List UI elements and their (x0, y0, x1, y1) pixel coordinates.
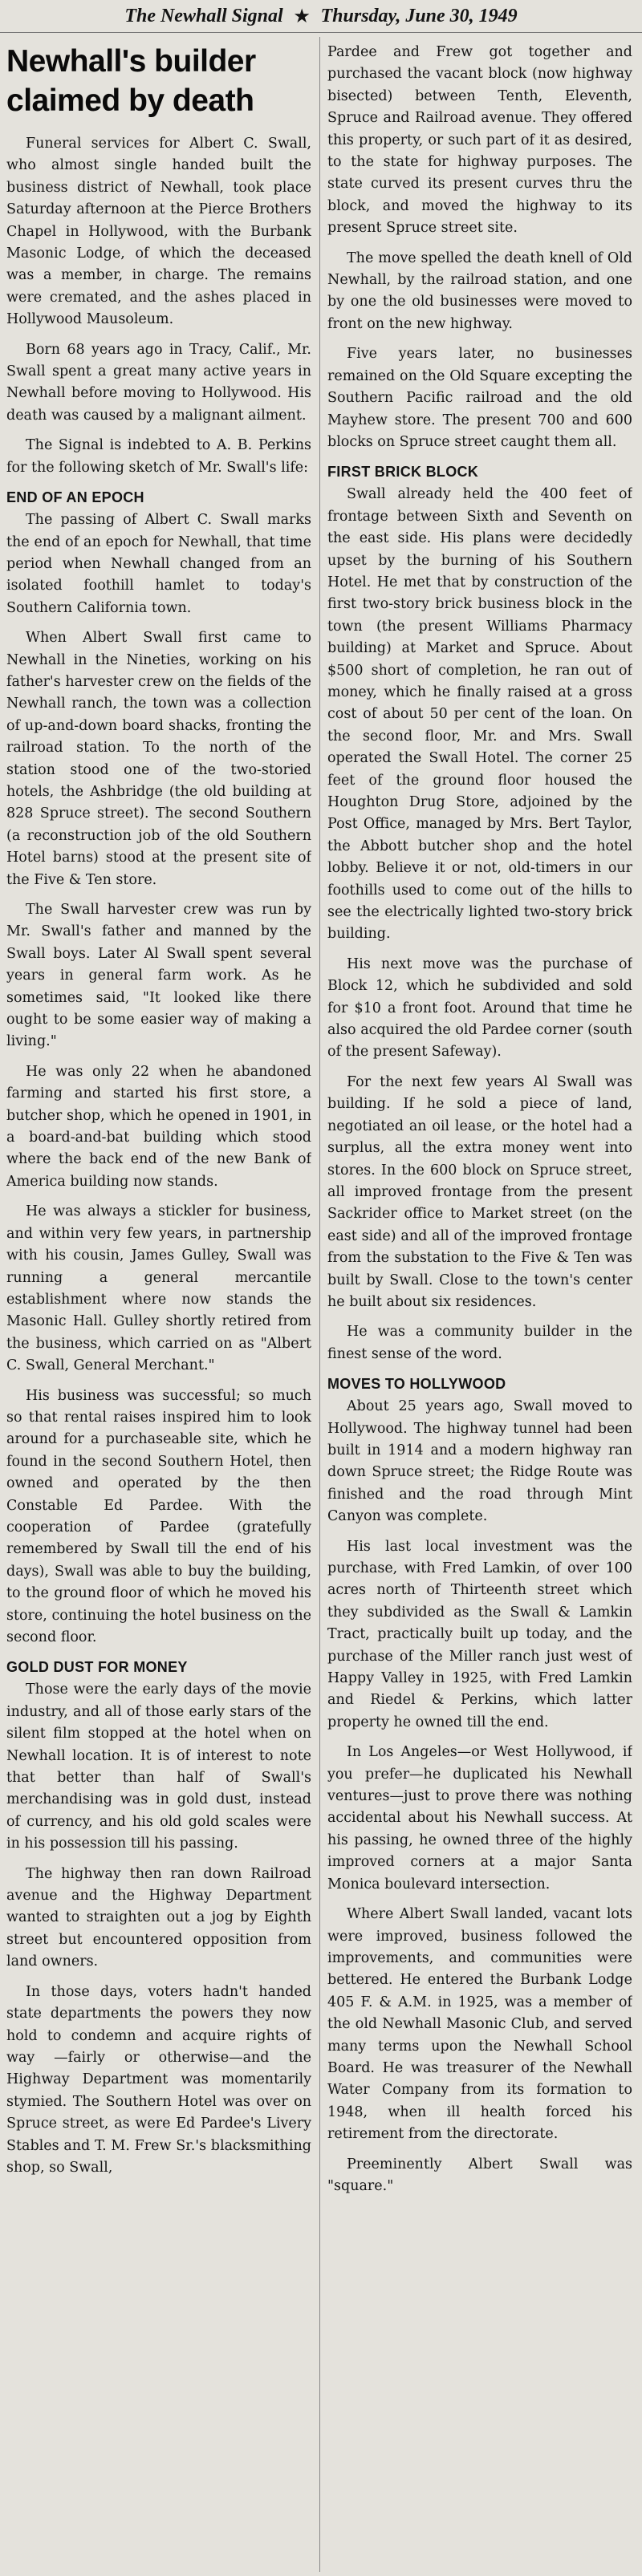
section-subhead: FIRST BRICK BLOCK (327, 464, 479, 481)
article-paragraph: Funeral services for Albert C. Swall, who almost single handed built the business district of Newhall, took place Saturday afternoon at the Pierce Brothers Chapel in Hollywood, with the Burbank Masonic Lodge, of which the deceased was a member, in charge. The remains were cremated, and the ashes placed in Hollywood Mausoleum. (6, 136, 311, 328)
column-rule (319, 37, 320, 2572)
article-paragraph: Those were the early days of the movie industry, and all of those early stars of the silent film stopped at the hotel when on Newhall location. It is of interest to note that better than half of Swall's merchandising was in gold dust, instead of currency, and his old gold scales were in his possession till his passing. (6, 1681, 311, 1852)
issue-date: Thursday, June 30, 1949 (320, 6, 518, 26)
section-subhead: END OF AN EPOCH (6, 489, 144, 506)
article-paragraph: His last local investment was the purchase, with Fred Lamkin, of over 100 acres north of Thirteenth street which they subdivided as the Swall & Lamkin Tract, practically built up today, and the purchase of the Miller ranch just west of Happy Valley in 1925, with Fred Lamkin and Riedel & Perkins, which latter property he owned till the end. (327, 1538, 632, 1730)
article-paragraph: His next move was the purchase of Block 12, which he subdivided and sold for $10 a front foot. Around that time he also acquired the old Pardee corner (south of the present Safeway). (327, 955, 632, 1061)
headline: Newhall's builder claimed by death (6, 44, 256, 118)
article-paragraph: The move spelled the death knell of Old Newhall, by the railroad station, and one by one the old businesses were moved to front on the new highway. (327, 249, 632, 332)
article-paragraph: His business was successful; so much so that rental raises inspired him to look around for a purchaseable site, which he found in the second Southern Hotel, then owned and operated by the then Constable Ed Pardee. With the cooperation of Pardee (gratefully remembered by Swall till the end of his days), Swall was able to buy the building, to the ground floor of which he moved his store, continuing the hotel business on the second floor. (6, 1387, 311, 1645)
article-paragraph: About 25 years ago, Swall moved to Hollywood. The highway tunnel had been built in 1914 and a modern highway ran down Spruce street; the Ridge Route was finished and the road through Mint Canyon was complete. (327, 1398, 632, 1525)
star-ornament-icon: ★ (294, 6, 310, 26)
article-paragraph: The passing of Albert C. Swall marks the end of an epoch for Newhall, that time period when Newhall changed from an isolated foothill hamlet to today's Southern California town. (6, 512, 311, 616)
article-paragraph: He was only 22 when he abandoned farming and started his first store, a butcher shop, which he opened in 1901, in a board-and-bat building which stood where the back end of the new Bank of America building now stands. (6, 1063, 311, 1190)
article-paragraph: When Albert Swall first came to Newhall in the Nineties, working on his father's harvester crew on the fields of the Newhall ranch, the town was a collection of up-and-down board shacks, fronting the railroad station. To the north of the station stood one of the two-storied hotels, the Ashbridge (the old building at 828 Spruce street). The second Southern (a reconstruction job of the old Southern Hotel barns) stood at the present site of the Five & Ten store. (6, 630, 311, 888)
section-subhead: GOLD DUST FOR MONEY (6, 1659, 188, 1676)
masthead (0, 0, 642, 33)
article-paragraph: In those days, voters hadn't handed state departments the powers they now hold to condemn and acquire rights of way —fairly or otherwise—and the Highway Department was momentarily stymied. The Southern Hotel was over on Spruce street, as were Ed Pardee's Livery Stables and T. M. Frew Sr.'s blacksmithing shop, so Swall, (6, 1983, 311, 2176)
paper-name: The Newhall Signal (124, 6, 283, 26)
article-paragraph: The Signal is indebted to A. B. Perkins for the following sketch of Mr. Swall's life: (6, 437, 311, 476)
right-column (327, 42, 632, 2569)
article-paragraph: Swall already held the 400 feet of frontage between Sixth and Seventh on the east side. His plans were decidedly upset by the burning of his Southern Hotel. He met that by construction of the first two-story brick business block in the town (the present Williams Pharmacy building) at Market and Spruce. About $500 short of completion, he ran out of money, which he finally raised at a gross cost of about 50 per cent of the loan. On the second floor, Mr. and Mrs. Swall operated the Swall Hotel. The corner 25 feet of the ground floor housed the Houghton Drug Store, adjoined by the Post Office, managed by Mrs. Bert Taylor, the Abbott butcher shop and the hotel lobby. Believe it or not, old-timers in our foothills used to come out of the hills to see the electrically lighted two-story brick building. (327, 486, 632, 943)
article-paragraph: He was a community builder in the finest sense of the word. (327, 1324, 632, 1362)
article-paragraph: He was always a stickler for business, and within very few years, in partnership with his cousin, James Gulley, Swall was running a general mercantile establishment where now stands the Masonic Hall. Gulley shortly retired from the business, which carried on as "Albert C. Swall, General Merchant." (6, 1203, 311, 1374)
article-paragraph: The Swall harvester crew was run by Mr. Swall's father and manned by the Swall boys. Later Al Swall spent several years in general farm work. As he sometimes said, "It looked like there ought to be some easier way of making a living." (6, 902, 311, 1050)
article-paragraph: Five years later, no businesses remained on the Old Square excepting the Southern Pacific railroad and the old Mayhew store. The present 700 and 600 blocks on Spruce street caught them all. (327, 346, 632, 450)
left-column (6, 42, 311, 2569)
article-paragraph: Where Albert Swall landed, vacant lots were improved, business followed the improvements, and communities were bettered. He entered the Burbank Lodge 405 F. & A.M. in 1925, was a member of the old Newhall Masonic Club, and served many terms upon the Newhall School Board. He was treasurer of the Newhall Water Company from its formation to 1948, when ill health forced his retirement from the directorate. (327, 1906, 632, 2143)
section-subhead: MOVES TO HOLLYWOOD (327, 1376, 506, 1393)
article-paragraph: In Los Angeles—or West Hollywood, if you prefer—he duplicated his Newhall ventures—just to prove there was nothing accidental about his Newhall success. At his passing, he owned three of the highly improved corners at a major Santa Monica boulevard intersection. (327, 1744, 632, 1892)
article-paragraph: Pardee and Frew got together and purchased the vacant block (now highway bisected) between Tenth, Eleventh, Spruce and Railroad avenue. They offered this property, or such part of it as desired, to the state for highway purposes. The state curved its present curves thru the block, and moved the highway to its present Spruce street site. (327, 44, 632, 237)
article-paragraph: Born 68 years ago in Tracy, Calif., Mr. Swall spent a great many active years in Newhall before moving to Hollywood. His death was caused by a malignant ailment. (6, 341, 311, 424)
article-paragraph: The highway then ran down Railroad avenue and the Highway Department wanted to straighten out a jog by Eighth street but encountered opposition from land owners. (6, 1865, 311, 1970)
article-paragraph: Preeminently Albert Swall was "square." (327, 2156, 632, 2194)
article-paragraph: For the next few years Al Swall was building. If he sold a piece of land, negotiated an oil lease, or the hotel had a surplus, all the extra money went into stores. In the 600 block on Spruce street, all improved frontage from the present Sackrider office to Market street (on the east side) and all of the improved frontage from the substation to the Five & Ten was built by Swall. Close to the town's center he built about six residences. (327, 1073, 632, 1310)
